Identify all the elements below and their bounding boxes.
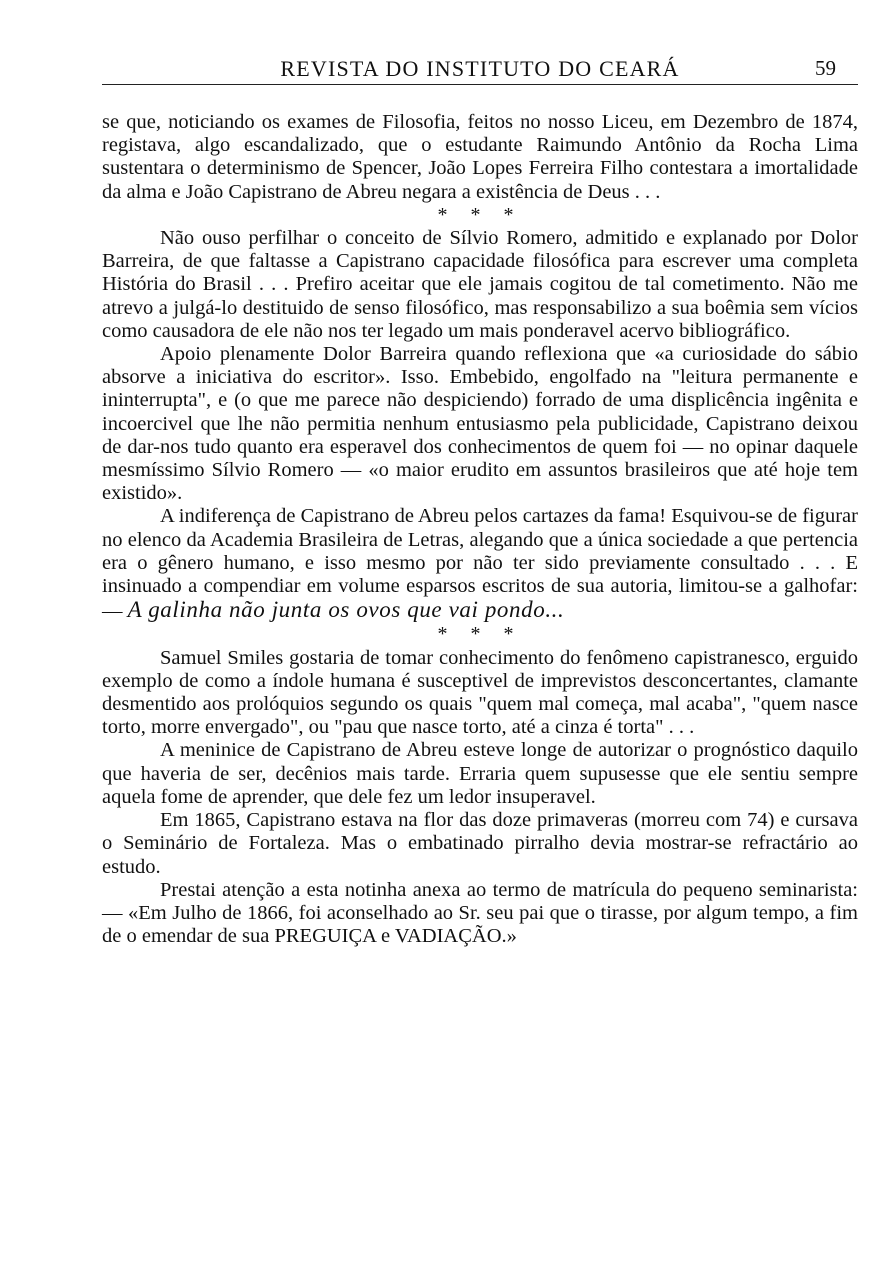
journal-title: REVISTA DO INSTITUTO DO CEARÁ [280, 56, 680, 81]
paragraph: Em 1865, Capistrano estava na flor das doze primaveras (morreu com 74) e cursava o Seminário de Fortaleza. Mas o embatinado pirralho devia mostrar-se refractário ao estudo. [102, 809, 858, 878]
page-number: 59 [815, 56, 836, 80]
paragraph: Apoio plenamente Dolor Barreira quando reflexiona que «a curiosidade do sábio absorve a iniciativa do escritor». Isso. Embebido, engolfado na "leitura permanente e ininterrupta", e (o que me parece não despiciendo) forrado de uma displicência ingênita e incoercivel que lhe não permitia nenhum entusiasmo pela publicidade, Capistrano deixou de dar-nos tudo quanto era esperavel dos conhecimentos de quem foi — no opinar daquele mesmíssimo Sílvio Romero — «o maior erudito em assuntos brasileiros que até hoje tem existido». [102, 343, 858, 505]
paragraph-text: A indiferença de Capistrano de Abreu pelos cartazes da fama! Esquivou-se de figurar no elenco da Academia Brasileira de Letras, alegando que a única sociedade a que pertencia era o gênero humano, e isso mesmo por não ter sido previamente consultado . . . E insinuado a compendiar em volume esparsos escritos de sua autoria, limitou-se a galhofar: — [102, 505, 858, 623]
page [102, 50, 858, 948]
paragraph [102, 505, 858, 623]
section-separator: * * * [437, 203, 523, 226]
article-body [102, 111, 858, 948]
paragraph: Prestai atenção a esta notinha anexa ao termo de matrícula do pequeno seminarista: — «Em Julho de 1866, foi aconselhado ao Sr. seu pai que o tirasse, por algum tempo, a fim de o emendar de sua PREGUIÇA e VADIAÇÃO.» [102, 878, 858, 948]
paragraph-continuation: se que, noticiando os exames de Filosofia, feitos no nosso Liceu, em Dezembro de 1874, registava, algo escandalizado, que o estudante Raimundo Antônio da Rocha Lima sustentara o determinismo de Spencer, João Lopes Ferreira Filho contestara a imortalidade da alma e João Capistrano de Abreu negara a existência de Deus . . . [102, 111, 858, 203]
paragraph: Samuel Smiles gostaria de tomar conhecimento do fenômeno capistranesco, erguido exemplo de como a índole humana é susceptivel de imprevistos desconcertantes, clamante desmentido aos prolóquios segundo os quais "quem mal começa, mal acaba", "quem nasce torto, morre envergado", ou "pau que nasce torto, até a cinza é torta" . . . [102, 646, 858, 739]
paragraph: Não ouso perfilhar o conceito de Sílvio Romero, admitido e explanado por Dolor Barreira, de que faltasse a Capistrano capacidade filosófica para escrever uma completa História do Brasil . . . Prefiro aceitar que ele jamais cogitou de tal cometimento. Não me atrevo a julgá-lo destituido de senso filosófico, mas responsabilizo a sua boêmia sem vícios como causadora de ele não nos ter legado um mais ponderavel acervo bibliográfico. [102, 227, 858, 342]
section-separator: * * * [437, 623, 523, 646]
italic-quote: A galinha não junta os ovos que vai pondo... [127, 597, 565, 623]
paragraph: A meninice de Capistrano de Abreu esteve longe de autorizar o prognóstico daquilo que haveria de ser, decênios mais tarde. Erraria quem supusesse que ele sentiu sempre aquela fome de aprender, que dele fez um ledor insuperavel. [102, 739, 858, 808]
running-header [102, 50, 858, 85]
